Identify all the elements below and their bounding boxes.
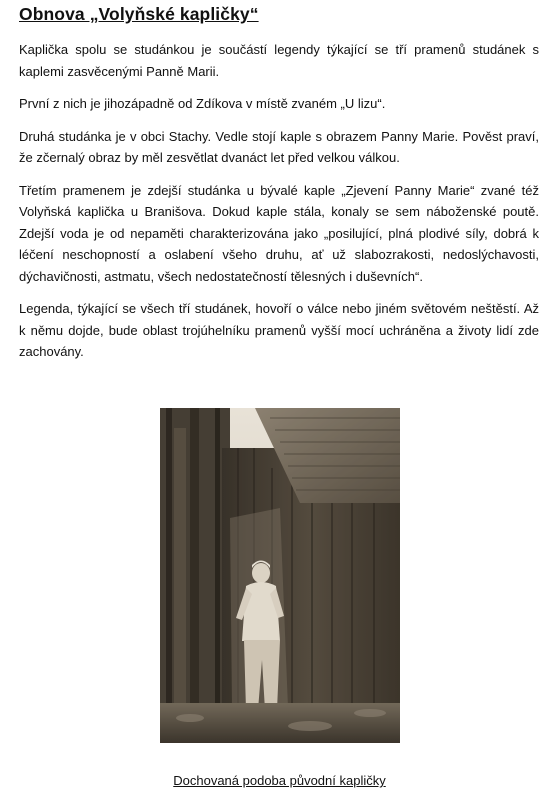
- paragraph-first-spring: První z nich je jihozápadně od Zdíkova v místě zvaném „U lizu“.: [19, 96, 386, 111]
- paragraph-legend: Legenda, týkající se všech tří studánek, hovoří o válce nebo jiném světovém neštěstí. Až k němu dojde, bude oblast trojúhelníku pramenů vyšší mocí uchráněna a životy lidí zde zachovány.: [19, 301, 539, 359]
- page-title: Obnova „Volyňské kapličky“: [19, 4, 259, 24]
- photo-caption: [0, 773, 559, 788]
- photo-caption-text: Dochovaná podoba původní kapličky: [173, 773, 386, 788]
- chapel-photo: [160, 408, 400, 743]
- paragraph-second-spring: Druhá studánka je v obci Stachy. Vedle stojí kaple s obrazem Panny Marie. Pověst praví, že zčernalý obraz by měl zesvětlat dvanáct let před velkou válkou.: [19, 128, 539, 165]
- document-body: [19, 39, 539, 374]
- paragraph-intro: Kaplička spolu se studánkou je součástí legendy týkající se tří pramenů studánek s kaplemi zasvěcenými Panně Marii.: [19, 42, 539, 79]
- paragraph-third-spring: Třetím pramenem je zdejší studánka u bývalé kaple „Zjevení Panny Marie“ zvané též Volyňská kaplička u Branišova. Dokud kaple stála, konaly se sem náboženské poutě. Zdejší voda je od nepaměti charakterizována jako „posilující, plná plodivé síly, dobrá k léčení neschopností a oslabení všeho druhu, ať už slabozrakosti, nedoslýchavosti, dýchavičnosti, astmatu, všech nedostatečností tělesných i duševních“.: [19, 182, 539, 284]
